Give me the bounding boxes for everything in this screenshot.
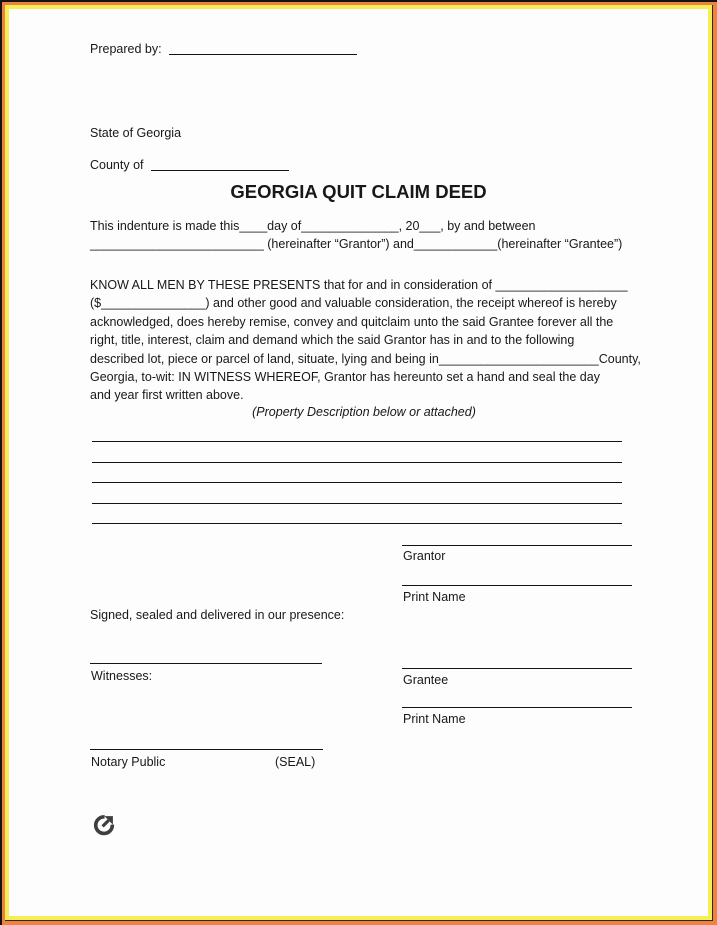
orange-frame [2, 2, 717, 925]
grantor-print-name-label: Print Name [403, 590, 466, 604]
deed-title: GEORGIA QUIT CLAIM DEED [230, 181, 487, 202]
property-description-ruled-line [92, 462, 622, 463]
witnesses-signature-line [90, 663, 322, 664]
notary-public-label: Notary Public [91, 755, 166, 769]
text-line: right, title, interest, claim and demand which the said Grantor has in and to the following [90, 333, 575, 348]
yellow-frame [5, 5, 713, 921]
deed-document-page [9, 9, 708, 916]
refresh-arrow-button[interactable] [91, 813, 116, 838]
witnesses-label: Witnesses: [91, 669, 153, 683]
grantor-signature-line [402, 545, 632, 546]
seal-label: (SEAL) [275, 755, 316, 769]
grantor-label: Grantor [403, 549, 446, 563]
prepared-by-label: Prepared by: [90, 42, 162, 56]
county-blank [151, 158, 289, 171]
text-line: Georgia, to-wit: IN WITNESS WHEREOF, Grantor has hereunto set a hand and seal the day [90, 370, 600, 385]
text-line: described lot, piece or parcel of land, situate, lying and being in_______________________County, [90, 351, 641, 366]
text-line: ($_______________) and other good and valuable consideration, the receipt whereof is hereby [90, 296, 617, 311]
state-of-georgia-text: State of Georgia [90, 126, 182, 140]
grantee-print-name-label: Print Name [403, 712, 466, 726]
prepared-by-row [90, 40, 357, 56]
text-line: _________________________ (hereinafter “Grantor”) and____________(hereinafter “Grantee”) [90, 237, 623, 252]
grantee-print-name-line [402, 707, 632, 708]
county-row [90, 156, 289, 172]
notary-signature-line [90, 749, 323, 750]
grantor-print-name-line [402, 585, 632, 586]
grantee-label: Grantee [403, 673, 449, 687]
deed-body-paragraph [90, 276, 641, 405]
property-description-ruled-line [92, 441, 622, 442]
property-description-lines [92, 441, 622, 544]
text-line: acknowledged, does hereby remise, convey and quitclaim unto the said Grantee forever all the [90, 314, 614, 329]
text-line: and year first written above. [90, 388, 244, 403]
prepared-by-blank [169, 42, 357, 55]
text-line: This indenture is made this____day of______________, 20___, by and between [90, 219, 536, 233]
property-description-ruled-line [92, 503, 622, 504]
refresh-arrow-icon [92, 825, 116, 840]
intro-paragraph [90, 217, 622, 254]
property-description-ruled-line [92, 482, 622, 483]
property-description-caption: (Property Description below or attached) [252, 405, 476, 419]
county-of-label: County of [90, 158, 144, 172]
grantee-signature-line [402, 668, 632, 669]
property-description-ruled-line [92, 523, 622, 524]
text-line: KNOW ALL MEN BY THESE PRESENTS that for and in consideration of ___________________ [90, 278, 628, 292]
signed-statement: Signed, sealed and delivered in our presence: [90, 608, 345, 622]
